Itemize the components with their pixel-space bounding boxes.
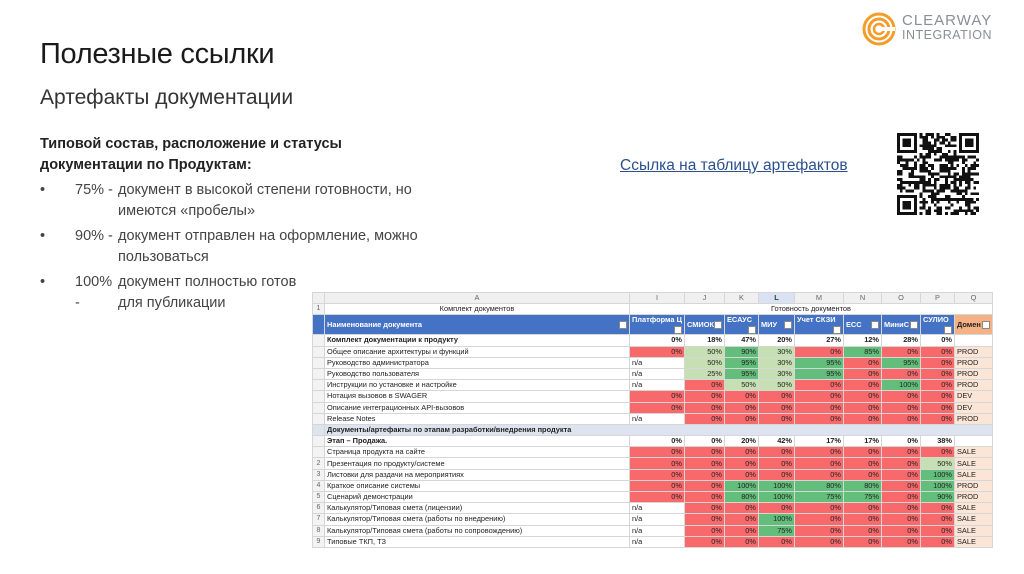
status-cell[interactable]: 20% [724, 436, 758, 447]
status-cell[interactable]: 85% [843, 346, 881, 357]
status-cell[interactable]: 0% [684, 436, 724, 447]
column-letter[interactable]: O [881, 293, 920, 304]
bullet-text: документ в высокой степени готовности, но имеются «пробелы» [118, 182, 412, 219]
bullet-percent: 75% - [75, 182, 113, 198]
table-row [313, 357, 993, 368]
row-number [313, 402, 325, 413]
table-row [313, 368, 993, 379]
status-cell[interactable]: 0% [724, 469, 758, 480]
status-cell[interactable]: 0% [843, 402, 881, 413]
status-cell[interactable]: 95% [724, 368, 758, 379]
status-cell[interactable]: 0% [881, 514, 920, 525]
column-header[interactable]: Наименование документа [325, 315, 630, 335]
row-number [313, 424, 325, 435]
filter-dropdown-icon[interactable] [982, 321, 990, 329]
status-cell[interactable]: 0% [684, 492, 724, 503]
table-row [313, 346, 993, 357]
status-cell[interactable]: 0% [630, 391, 685, 402]
status-cell[interactable]: 0% [843, 514, 881, 525]
status-cell[interactable]: 0% [920, 335, 954, 346]
column-header[interactable]: Платформа Ц [630, 315, 685, 335]
status-cell[interactable]: 0% [684, 413, 724, 424]
column-letter[interactable]: M [794, 293, 843, 304]
group-header-row [313, 304, 993, 315]
status-cell[interactable]: 0% [684, 525, 724, 536]
status-cell[interactable]: 0% [684, 480, 724, 491]
status-cell[interactable]: 30% [758, 346, 794, 357]
status-cell[interactable]: 0% [758, 469, 794, 480]
status-cell[interactable]: 25% [684, 368, 724, 379]
intro-text: Типовой состав, расположение и статусы документации по Продуктам: [40, 136, 342, 173]
status-cell[interactable]: 0% [758, 447, 794, 458]
logo-text-line1: CLEARWAY [902, 12, 993, 29]
status-cell[interactable]: 27% [794, 335, 843, 346]
table-row [313, 335, 993, 346]
group-title-cell[interactable]: Документы/артефакты по этапам разработки/внедрения продукта [325, 424, 993, 435]
filter-dropdown-icon[interactable] [674, 326, 682, 334]
status-cell[interactable]: 0% [630, 480, 685, 491]
filter-dropdown-icon[interactable] [784, 321, 792, 329]
status-cell[interactable]: 50% [684, 346, 724, 357]
row-number [313, 380, 325, 391]
table-row [313, 469, 993, 480]
status-cell[interactable]: 75% [843, 492, 881, 503]
status-cell[interactable]: 0% [920, 413, 954, 424]
status-cell[interactable]: 0% [881, 402, 920, 413]
row-number [313, 368, 325, 379]
status-cell[interactable]: 0% [630, 492, 685, 503]
status-cell[interactable]: 0% [881, 525, 920, 536]
bullet-percent: 90% - [75, 228, 113, 244]
column-header[interactable]: ЕСАУС [724, 315, 758, 335]
domain-cell[interactable]: SALE [954, 447, 992, 458]
document-name-cell[interactable]: Калькулятор/Типовая смета (лицензии) [325, 503, 630, 514]
table-row [313, 380, 993, 391]
domain-cell[interactable]: PROD [954, 480, 992, 491]
document-name-cell[interactable]: Сценарий демонстрации [325, 492, 630, 503]
status-cell[interactable]: 0% [881, 436, 920, 447]
bullet-percent: 100% - [75, 274, 113, 311]
document-name-cell[interactable]: Типовые ТКП, ТЗ [325, 536, 630, 547]
clearway-logo [862, 12, 1012, 46]
status-cell[interactable]: 0% [920, 514, 954, 525]
row-number [313, 335, 325, 346]
status-cell[interactable]: 28% [881, 335, 920, 346]
status-cell[interactable]: 95% [794, 368, 843, 379]
status-cell[interactable]: 0% [794, 447, 843, 458]
status-cell[interactable]: 0% [630, 402, 685, 413]
status-cell[interactable]: 75% [758, 525, 794, 536]
slide-subtitle: Артефакты документации [40, 86, 294, 109]
bullet-text: документ полностью готов для публикации [118, 274, 297, 311]
status-cell[interactable]: 0% [684, 503, 724, 514]
status-cell[interactable]: 0% [684, 469, 724, 480]
domain-cell[interactable]: PROD [954, 492, 992, 503]
status-cell[interactable]: 50% [758, 380, 794, 391]
status-cell[interactable]: 0% [881, 492, 920, 503]
status-cell[interactable]: n/a [630, 380, 685, 391]
status-cell[interactable]: 0% [881, 469, 920, 480]
status-cell[interactable]: 0% [843, 380, 881, 391]
artifacts-table-link[interactable]: Ссылка на таблицу артефактов [620, 157, 848, 174]
domain-cell[interactable]: SALE [954, 469, 992, 480]
status-cell[interactable]: 30% [758, 357, 794, 368]
logo-mark-icon [862, 12, 896, 46]
status-cell[interactable]: 95% [724, 357, 758, 368]
document-name-cell[interactable]: Краткое описание системы [325, 480, 630, 491]
table-row [313, 492, 993, 503]
row-number [313, 447, 325, 458]
status-cell[interactable]: 0% [724, 525, 758, 536]
table-row [313, 525, 993, 536]
status-cell[interactable]: 0% [630, 458, 685, 469]
row-number [313, 391, 325, 402]
row-number: 5 [313, 492, 325, 503]
filter-dropdown-icon[interactable] [944, 326, 952, 334]
column-letter[interactable]: P [920, 293, 954, 304]
document-name-cell[interactable]: Release Notes [325, 413, 630, 424]
row-number: 2 [313, 458, 325, 469]
status-cell[interactable]: n/a [630, 514, 685, 525]
status-cell[interactable]: 0% [724, 536, 758, 547]
row-number: 8 [313, 525, 325, 536]
status-cell[interactable]: 0% [920, 402, 954, 413]
status-cell[interactable]: 0% [684, 447, 724, 458]
status-cell[interactable]: 0% [920, 357, 954, 368]
bullet-dot: • [40, 228, 46, 244]
status-cell[interactable]: 0% [684, 514, 724, 525]
status-cell[interactable]: 12% [843, 335, 881, 346]
document-name-cell[interactable]: Комплект документации к продукту [325, 335, 630, 346]
domain-cell[interactable]: SALE [954, 514, 992, 525]
status-cell[interactable]: 100% [758, 514, 794, 525]
status-cell[interactable]: 0% [881, 458, 920, 469]
status-cell[interactable]: 0% [758, 536, 794, 547]
domain-cell[interactable] [954, 436, 992, 447]
status-cell[interactable]: 50% [684, 357, 724, 368]
bullet-item [40, 180, 460, 222]
status-cell[interactable]: 75% [794, 492, 843, 503]
row-number: 7 [313, 514, 325, 525]
status-cell[interactable]: 0% [758, 458, 794, 469]
status-cell[interactable]: 50% [724, 380, 758, 391]
status-cell[interactable]: 18% [684, 335, 724, 346]
status-cell[interactable]: 0% [843, 368, 881, 379]
status-cell[interactable]: 0% [630, 436, 685, 447]
column-letter[interactable]: N [843, 293, 881, 304]
status-cell[interactable]: 0% [843, 503, 881, 514]
status-cell[interactable]: 0% [794, 503, 843, 514]
row-number: 1 [313, 304, 325, 315]
status-cell[interactable]: 0% [794, 525, 843, 536]
status-cell[interactable]: 0% [843, 447, 881, 458]
status-cell[interactable]: 17% [794, 436, 843, 447]
qr-code-icon [897, 133, 979, 215]
domain-cell[interactable]: SALE [954, 458, 992, 469]
table-row [313, 514, 993, 525]
status-cell[interactable]: 0% [630, 346, 685, 357]
domain-cell[interactable]: PROD [954, 368, 992, 379]
group-header-left: Комплект документов [325, 304, 630, 315]
document-name-cell[interactable]: Общее описание архитектуры и функций [325, 346, 630, 357]
row-number: 4 [313, 480, 325, 491]
domain-cell[interactable]: PROD [954, 346, 992, 357]
slide-title: Полезные ссылки [40, 38, 275, 70]
status-cell[interactable]: 0% [630, 469, 685, 480]
status-cell[interactable]: 0% [794, 402, 843, 413]
column-header[interactable]: ЕСС [843, 315, 881, 335]
status-cell[interactable]: 0% [881, 503, 920, 514]
spreadsheet-screenshot [312, 292, 996, 548]
row-number [313, 413, 325, 424]
status-cell[interactable]: 0% [881, 536, 920, 547]
document-name-cell[interactable]: Этап – Продажа. [325, 436, 630, 447]
status-cell[interactable]: 0% [920, 368, 954, 379]
status-cell[interactable]: 0% [881, 368, 920, 379]
status-cell[interactable]: 0% [794, 391, 843, 402]
status-cell[interactable]: 17% [843, 436, 881, 447]
bullet-item [40, 226, 460, 268]
domain-cell[interactable]: PROD [954, 357, 992, 368]
status-cell[interactable]: 0% [843, 413, 881, 424]
status-cell[interactable]: 47% [724, 335, 758, 346]
status-cell[interactable]: 0% [758, 503, 794, 514]
document-name-cell[interactable]: Нотация вызовов в SWAGER [325, 391, 630, 402]
status-cell[interactable]: 0% [843, 357, 881, 368]
status-cell[interactable]: 0% [794, 536, 843, 547]
table-row [313, 391, 993, 402]
column-letters-row [313, 293, 993, 304]
column-header[interactable]: МиниС [881, 315, 920, 335]
document-name-cell[interactable]: Инструкции по установке и настройке [325, 380, 630, 391]
status-cell[interactable]: 80% [794, 480, 843, 491]
domain-cell[interactable]: SALE [954, 503, 992, 514]
status-cell[interactable]: 100% [724, 480, 758, 491]
row-number [313, 315, 325, 335]
status-cell[interactable]: 100% [758, 480, 794, 491]
status-cell[interactable]: 0% [684, 391, 724, 402]
status-cell[interactable]: 20% [758, 335, 794, 346]
table-row [313, 480, 993, 491]
status-cell[interactable]: 0% [630, 335, 685, 346]
status-cell[interactable]: 0% [758, 391, 794, 402]
column-letter[interactable]: K [724, 293, 758, 304]
status-cell[interactable]: 0% [920, 346, 954, 357]
status-cell[interactable]: 100% [881, 380, 920, 391]
status-cell[interactable]: 0% [920, 380, 954, 391]
status-cell[interactable]: 0% [843, 391, 881, 402]
table-row [313, 458, 993, 469]
status-cell[interactable]: 0% [724, 514, 758, 525]
status-cell[interactable]: 0% [843, 469, 881, 480]
column-header[interactable]: МИУ [758, 315, 794, 335]
document-name-cell[interactable]: Описание интеграционных API-вызовов [325, 402, 630, 413]
column-letter[interactable] [313, 293, 325, 304]
status-cell[interactable]: 50% [920, 458, 954, 469]
status-cell[interactable]: n/a [630, 413, 685, 424]
column-letter[interactable]: J [684, 293, 724, 304]
status-cell[interactable]: 0% [724, 413, 758, 424]
status-cell[interactable]: 0% [724, 458, 758, 469]
status-cell[interactable]: n/a [630, 368, 685, 379]
table-row [313, 424, 993, 435]
bullet-dot: • [40, 182, 46, 198]
status-cell[interactable]: n/a [630, 503, 685, 514]
status-cell[interactable]: 95% [794, 357, 843, 368]
artifacts-table [312, 292, 993, 548]
status-cell[interactable]: 0% [794, 346, 843, 357]
table-row [313, 402, 993, 413]
status-cell[interactable]: 0% [843, 458, 881, 469]
column-header[interactable]: Учет СКЗИ [794, 315, 843, 335]
row-number [313, 357, 325, 368]
status-cell[interactable]: 0% [684, 536, 724, 547]
table-header-row [313, 315, 993, 335]
domain-cell[interactable]: PROD [954, 413, 992, 424]
filter-dropdown-icon[interactable] [910, 321, 918, 329]
status-cell[interactable]: 100% [920, 469, 954, 480]
status-cell[interactable]: 0% [758, 413, 794, 424]
row-number [313, 436, 325, 447]
table-row [313, 413, 993, 424]
document-name-cell[interactable]: Калькулятор/Типовая смета (работы по внедрению) [325, 514, 630, 525]
column-letter[interactable]: A [325, 293, 630, 304]
table-row [313, 536, 993, 547]
status-cell[interactable]: 0% [684, 458, 724, 469]
status-cell[interactable]: 100% [920, 480, 954, 491]
row-number [313, 346, 325, 357]
domain-cell[interactable]: DEV [954, 391, 992, 402]
status-cell[interactable]: 0% [794, 514, 843, 525]
status-cell[interactable]: 90% [724, 346, 758, 357]
status-cell[interactable]: 80% [724, 492, 758, 503]
status-cell[interactable]: 0% [724, 447, 758, 458]
document-name-cell[interactable]: Презентация по продукту/системе [325, 458, 630, 469]
column-letter[interactable]: L [758, 293, 794, 304]
status-cell[interactable]: 0% [881, 447, 920, 458]
status-cell[interactable]: n/a [630, 536, 685, 547]
row-number: 3 [313, 469, 325, 480]
table-row [313, 447, 993, 458]
status-cell[interactable]: 0% [684, 380, 724, 391]
status-cell[interactable]: 0% [920, 536, 954, 547]
status-cell[interactable]: 0% [724, 402, 758, 413]
table-row [313, 503, 993, 514]
column-header[interactable]: СМИОК [684, 315, 724, 335]
bullet-dot: • [40, 274, 46, 290]
document-name-cell[interactable]: Руководство администратора [325, 357, 630, 368]
status-cell[interactable]: 0% [758, 402, 794, 413]
status-cell[interactable]: 0% [920, 525, 954, 536]
document-name-cell[interactable]: Страница продукта на сайте [325, 447, 630, 458]
status-cell[interactable]: 0% [724, 391, 758, 402]
column-letter[interactable]: I [630, 293, 685, 304]
filter-dropdown-icon[interactable] [748, 326, 756, 334]
document-name-cell[interactable]: Калькулятор/Типовая смета (работы по сопровождению) [325, 525, 630, 536]
status-cell[interactable]: 0% [843, 525, 881, 536]
status-cell[interactable]: 0% [724, 503, 758, 514]
status-cell[interactable]: 0% [920, 391, 954, 402]
table-row [313, 436, 993, 447]
bullet-text: документ отправлен на оформление, можно пользоваться [118, 228, 418, 265]
status-cell[interactable]: 95% [881, 357, 920, 368]
filter-dropdown-icon[interactable] [714, 321, 722, 329]
column-header[interactable]: Домен [954, 315, 992, 335]
status-cell[interactable]: 0% [881, 480, 920, 491]
row-number: 9 [313, 536, 325, 547]
status-cell[interactable]: 0% [881, 413, 920, 424]
filter-dropdown-icon[interactable] [619, 321, 627, 329]
status-cell[interactable]: 90% [920, 492, 954, 503]
document-name-cell[interactable]: Руководство пользователя [325, 368, 630, 379]
status-cell[interactable]: 0% [794, 469, 843, 480]
domain-cell[interactable]: DEV [954, 402, 992, 413]
domain-cell[interactable]: PROD [954, 380, 992, 391]
status-cell[interactable]: n/a [630, 525, 685, 536]
status-cell[interactable]: 0% [920, 447, 954, 458]
status-cell[interactable]: 0% [843, 536, 881, 547]
status-cell[interactable]: 100% [758, 492, 794, 503]
status-cell[interactable]: 38% [920, 436, 954, 447]
status-cell[interactable]: 0% [881, 346, 920, 357]
status-cell[interactable]: n/a [630, 357, 685, 368]
domain-cell[interactable]: SALE [954, 536, 992, 547]
filter-dropdown-icon[interactable] [871, 321, 879, 329]
status-cell[interactable]: 80% [843, 480, 881, 491]
status-cell[interactable]: 42% [758, 436, 794, 447]
domain-cell[interactable] [954, 335, 992, 346]
column-header[interactable]: СУЛИО [920, 315, 954, 335]
status-cell[interactable]: 0% [920, 503, 954, 514]
filter-dropdown-icon[interactable] [833, 326, 841, 334]
logo-text-line2: INTEGRATION [902, 28, 992, 42]
status-cell[interactable]: 0% [630, 447, 685, 458]
domain-cell[interactable]: SALE [954, 525, 992, 536]
status-cell[interactable]: 0% [684, 402, 724, 413]
column-letter[interactable]: Q [954, 293, 992, 304]
row-number: 6 [313, 503, 325, 514]
group-header-right: Готовность документов [630, 304, 993, 315]
document-name-cell[interactable]: Листовки для раздачи на мероприятиях [325, 469, 630, 480]
status-cell[interactable]: 0% [794, 458, 843, 469]
status-cell[interactable]: 0% [881, 391, 920, 402]
status-cell[interactable]: 0% [794, 380, 843, 391]
status-cell[interactable]: 30% [758, 368, 794, 379]
status-cell[interactable]: 0% [794, 413, 843, 424]
